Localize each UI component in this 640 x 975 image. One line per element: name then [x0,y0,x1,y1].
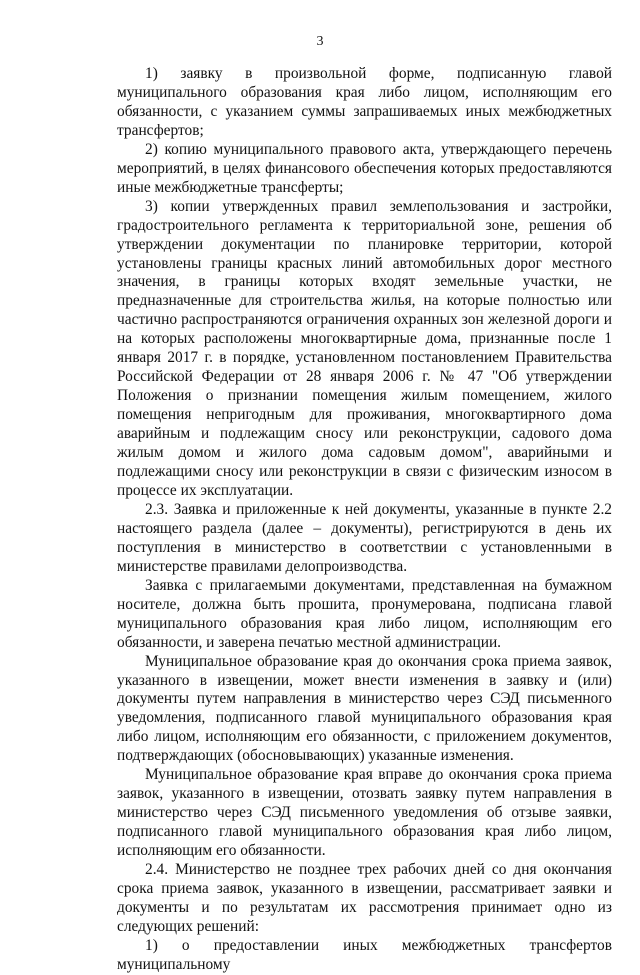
paragraph-withdrawal: Муниципальное образование края вправе до окончания срока приема заявок, указанного в извещении, отозвать заявку путем направления в министерство через СЭД письменного уведомления об отзыве заявки, подписанного главой муниципального образования края либо лицом, исполняющим его обязанности. [117,766,612,860]
paragraph-decision-1: 1) о предоставлении иных межбюджетных трансфертов муниципальному [117,936,612,973]
paragraph-item-2: 2) копию муниципального правового акта, утверждающего перечень мероприятий, в целях финансового обеспечения которых предоставляются иные межбюджетные трансферты; [117,140,612,196]
paragraph-2-4: 2.4. Министерство не позднее трех рабочих дней со дня окончания срока приема заявок, указанного в извещении, рассматривает заявки и документы и по результатам их рассмотрения принимает одно из следующих решений: [117,861,612,935]
document-body [117,65,612,975]
paragraph-paper-submission: Заявка с прилагаемыми документами, представленная на бумажном носителе, должна быть прошита, пронумерована, подписана главой муниципального образования края либо лицом, исполняющим его обязанности, и заверена печатью местной администрации. [117,576,612,651]
page-number: 3 [316,34,324,49]
paragraph-amendments: Муниципальное образование края до окончания срока приема заявок, указанного в извещении, может внести изменения в заявку и (или) документы путем направления в министерство через СЭД письменного уведомления, подписанного главой муниципального образования края либо лицом, исполняющим его обязанности, с приложением документов, подтверждающих (обосновывающих) указанные изменения. [117,652,612,765]
paragraph-item-1: 1) заявку в произвольной форме, подписанную главой муниципального образования края либо лицом, исполняющим его обязанности, с указанием суммы запрашиваемых иных межбюджетных трансфертов; [117,65,612,139]
paragraph-2-3: 2.3. Заявка и приложенные к ней документы, указанные в пункте 2.2 настоящего раздела (далее – документы), регистрируются в день их поступления в министерство в соответствии с установленными в министерстве правилами делопроизводства. [117,500,612,575]
paragraph-item-3: 3) копии утвержденных правил землепользования и застройки, градостроительного регламента к территориальной зоне, решения об утверждении документации по планировке территории, которой установлены границы красных линий автомобильных дорог местного значения, в границы которых входят земельные участки, не предназначенные для строительства жилья, на которые полностью или частично распространяются ограничения охранных зон железной дороги и на которых расположены многоквартирные дома, признанные после 1 января 2017 г. в порядке, установленном постановлением Правительства Российской Федерации от 28 января 2006 г. № 47 "Об утверждении Положения о признании помещения жилым помещением, жилого помещения непригодным для проживания, многоквартирного дома аварийным и подлежащим сносу или реконструкции, садового дома жилым домом и жилого дома садовым домом", аварийными и подлежащими сносу или реконструкции в связи с физическим износом в процессе их эксплуатации. [117,197,612,499]
